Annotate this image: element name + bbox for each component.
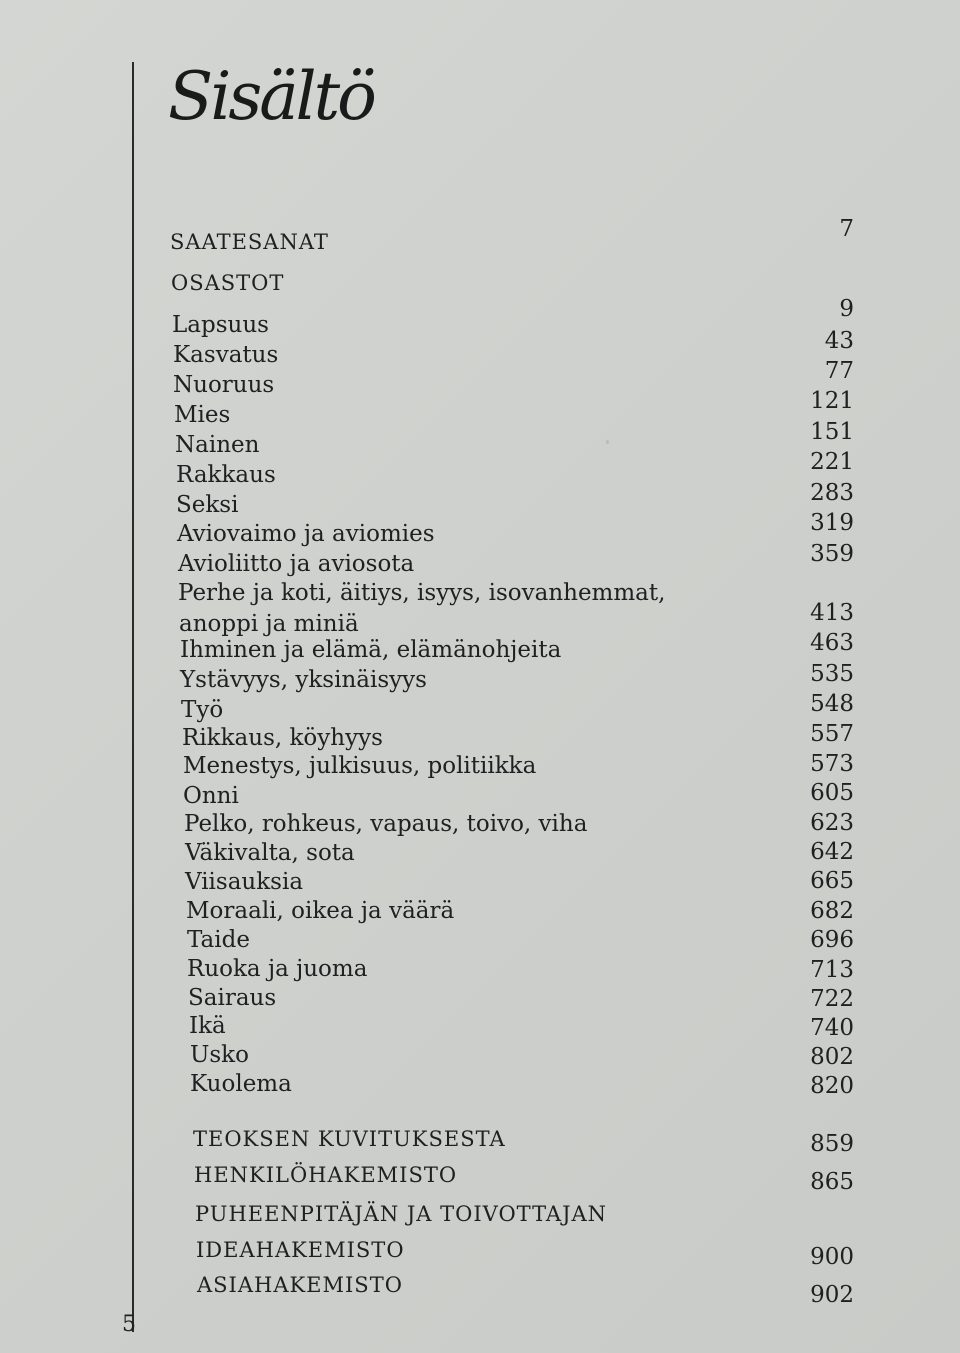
entry-page-number: 43 bbox=[824, 328, 854, 354]
entry-page-number: 802 bbox=[810, 1044, 854, 1070]
entry-title: Ikä bbox=[189, 1013, 226, 1039]
entry-title: SAATESANAT bbox=[170, 230, 329, 254]
entry-title: PUHEENPITÄJÄN JA TOIVOTTAJAN bbox=[195, 1202, 608, 1226]
entry-title: Pelko, rohkeus, vapaus, toivo, viha bbox=[184, 811, 588, 837]
entry-page-number: 696 bbox=[810, 927, 854, 953]
entry-title: Rakkaus bbox=[176, 462, 276, 488]
entry-page-number: 548 bbox=[810, 691, 854, 717]
entry-title: Rikkaus, köyhyys bbox=[182, 725, 383, 751]
entry-title: Seksi bbox=[176, 492, 239, 518]
page-title: Sisältö bbox=[168, 58, 374, 135]
entry-page-number: 283 bbox=[810, 480, 854, 506]
entry-title: Ihminen ja elämä, elämänohjeita bbox=[180, 637, 562, 663]
entry-page-number: 682 bbox=[810, 898, 854, 924]
entry-title: Menestys, julkisuus, politiikka bbox=[183, 753, 537, 779]
entry-title: Kasvatus bbox=[173, 342, 279, 368]
entry-page-number: 557 bbox=[810, 721, 854, 747]
entry-title: Onni bbox=[183, 783, 239, 809]
entry-title: Avioliitto ja aviosota bbox=[178, 551, 415, 577]
entry-page-number: 463 bbox=[810, 630, 854, 656]
entry-title: anoppi ja miniä bbox=[179, 611, 359, 637]
entry-page-number: 665 bbox=[810, 868, 854, 894]
entry-page-number: 865 bbox=[810, 1169, 854, 1195]
entry-title: Nuoruus bbox=[173, 372, 275, 398]
entry-title: Mies bbox=[174, 402, 231, 428]
entry-title: Aviovaimo ja aviomies bbox=[177, 521, 435, 547]
entry-page-number: 623 bbox=[810, 810, 854, 836]
entry-title: Taide bbox=[187, 927, 250, 953]
entry-page-number: 820 bbox=[810, 1073, 854, 1099]
entry-title: Moraali, oikea ja väärä bbox=[186, 898, 455, 924]
entry-title: Ystävyys, yksinäisyys bbox=[180, 667, 427, 693]
entry-page-number: 535 bbox=[810, 661, 854, 687]
entry-page-number: 713 bbox=[810, 957, 854, 983]
entry-title: Ruoka ja juoma bbox=[187, 956, 368, 982]
entry-title: TEOKSEN KUVITUKSESTA bbox=[193, 1127, 506, 1151]
entry-title: Perhe ja koti, äitiys, isyys, isovanhemmat, bbox=[178, 580, 666, 606]
section-heading: OSASTOT bbox=[171, 271, 285, 295]
entry-page-number: 573 bbox=[810, 751, 854, 777]
entry-title: Sairaus bbox=[188, 985, 277, 1011]
entry-page-number: 77 bbox=[824, 358, 854, 384]
entry-page-number: 319 bbox=[810, 510, 854, 536]
entry-title: Nainen bbox=[175, 432, 260, 458]
entry-title: Viisauksia bbox=[185, 869, 304, 895]
entry-page-number: 900 bbox=[810, 1244, 854, 1270]
page-number: 5 bbox=[122, 1312, 136, 1337]
entry-page-number: 121 bbox=[810, 388, 854, 414]
entry-title: Lapsuus bbox=[172, 312, 269, 338]
entry-title: HENKILÖHAKEMISTO bbox=[194, 1163, 458, 1187]
entry-page-number: 859 bbox=[810, 1131, 854, 1157]
entry-page-number: 605 bbox=[810, 780, 854, 806]
entry-page-number: 221 bbox=[810, 449, 854, 475]
entry-title: ASIAHAKEMISTO bbox=[197, 1273, 403, 1297]
entry-page-number: 642 bbox=[810, 839, 854, 865]
entry-page-number: 722 bbox=[810, 986, 854, 1012]
entry-title: IDEAHAKEMISTO bbox=[196, 1238, 405, 1262]
entry-title: Työ bbox=[181, 697, 224, 723]
entry-title: Väkivalta, sota bbox=[185, 840, 355, 866]
entry-page-number: 902 bbox=[810, 1282, 854, 1308]
vertical-rule bbox=[132, 62, 134, 1332]
entry-page-number: 413 bbox=[810, 600, 854, 626]
entry-page-number: 7 bbox=[839, 216, 854, 242]
entry-page-number: 151 bbox=[810, 419, 854, 445]
entry-page-number: 740 bbox=[810, 1015, 854, 1041]
entry-title: Usko bbox=[190, 1042, 249, 1068]
paper-speck bbox=[606, 440, 609, 444]
entry-title: Kuolema bbox=[190, 1071, 292, 1097]
entry-page-number: 9 bbox=[839, 296, 854, 322]
entry-page-number: 359 bbox=[810, 541, 854, 567]
